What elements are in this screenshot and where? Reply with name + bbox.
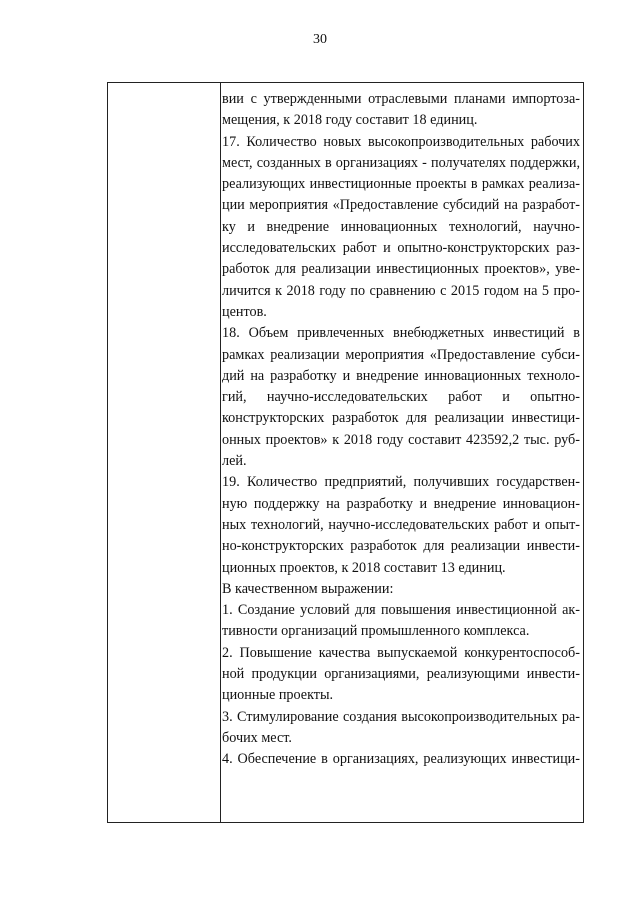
text-line: центов. (222, 303, 267, 320)
text-line: реализующих инвестиционные проекты в рамках реализа- (222, 176, 580, 193)
text-line: лей. (222, 453, 247, 470)
text-line: рамках реализации мероприятия «Предоставление субси- (222, 346, 580, 363)
document-table (107, 82, 584, 823)
text-line: 19. Количество предприятий, получивших государствен- (222, 474, 580, 491)
text-line: мест, созданных в организациях - получателях поддержки, (222, 154, 580, 171)
text-line: ку и внедрение инновационных технологий, научно- (222, 218, 580, 235)
table-right-column-text (222, 89, 580, 771)
text-line: ной продукции организациями, реализующими инвести- (222, 666, 580, 683)
text-line: 18. Объем привлеченных внебюджетных инвестиций в (222, 325, 580, 342)
table-left-column (108, 83, 221, 822)
text-line: 3. Стимулирование создания высокопроизводительных ра- (222, 708, 580, 725)
text-line: 2. Повышение качества выпускаемой конкурентоспособ- (222, 644, 580, 661)
text-line: гий, научно-исследовательских работ и опытно- (222, 389, 580, 406)
text-line: В качественном выражении: (222, 580, 394, 597)
text-line: личится к 2018 году по сравнению с 2015 годом на 5 про- (222, 282, 580, 299)
text-line: тивности организаций промышленного комплекса. (222, 623, 530, 640)
text-line: ных технологий, научно-исследовательских работ и опыт- (222, 516, 580, 533)
text-line: ции мероприятия «Предоставление субсидий на разработ- (222, 197, 580, 214)
text-line: но-конструкторских разработок для реализации инвести- (222, 538, 580, 555)
text-line: 17. Количество новых высокопроизводительных рабочих (222, 133, 580, 150)
text-line: исследовательских работ и опытно-конструкторских раз- (222, 240, 580, 257)
text-line: конструкторских разработок для реализации инвестици- (222, 410, 580, 427)
text-line: онных проектов» к 2018 году составит 423592,2 тыс. руб- (222, 431, 580, 448)
text-line: 4. Обеспечение в организациях, реализующих инвестици- (222, 751, 580, 768)
text-line: вии с утвержденными отраслевыми планами импортоза- (222, 91, 580, 107)
text-line: 1. Создание условий для повышения инвестиционной ак- (222, 602, 580, 619)
text-line: дий на разработку и внедрение инновационных техноло- (222, 367, 580, 384)
text-line: ционные проекты. (222, 687, 334, 704)
text-line: мещения, к 2018 году составит 18 единиц. (222, 112, 478, 129)
page-number: 30 (313, 32, 327, 47)
text-line: бочих мест. (222, 729, 292, 746)
text-line: ционных проектов, к 2018 составит 13 единиц. (222, 559, 506, 576)
text-line: ную поддержку на разработку и внедрение инновацион- (222, 495, 580, 512)
text-line: работок для реализации инвестиционных проектов», уве- (222, 261, 580, 278)
